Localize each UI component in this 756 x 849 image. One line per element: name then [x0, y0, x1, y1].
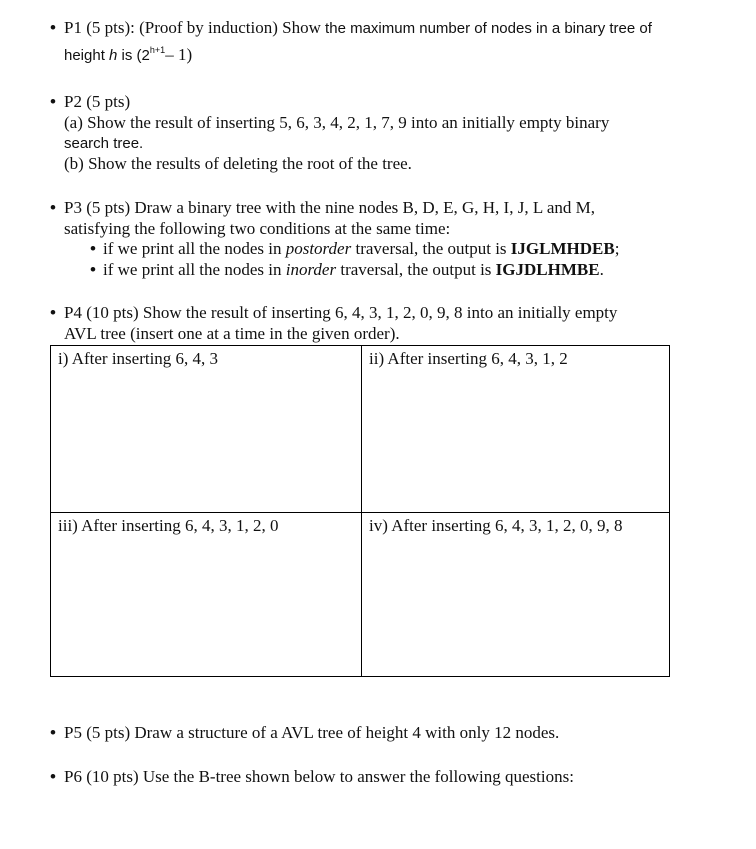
p3-cond2-pre: if we print all the nodes in [103, 260, 286, 279]
p5-bullet: • [50, 723, 56, 742]
p1-line2 [64, 45, 192, 66]
answer-cell-2-label: ii) After inserting 6, 4, 3, 1, 2 [369, 349, 568, 368]
p4-line1: P4 (10 pts) Show the result of inserting 6, 4, 3, 1, 2, 0, 9, 8 into an initially empty [64, 303, 618, 322]
p3-cond2-em: inorder [285, 260, 337, 279]
p6-bullet: • [50, 767, 56, 786]
answer-cell-2[interactable] [362, 346, 669, 512]
answer-cell-1[interactable] [51, 346, 361, 512]
answer-cell-4-label: iv) After inserting 6, 4, 3, 1, 2, 0, 9, 8 [369, 516, 623, 535]
p2-label: P2 (5 pts) [64, 92, 131, 111]
p3-cond1-bold: IJGLMHDEB [510, 239, 615, 258]
p3-cond2 [103, 260, 604, 280]
p2-b-line: (b) Show the results of deleting the root of the tree. [64, 154, 412, 173]
p3-line1: P3 (5 pts) Draw a binary tree with the nine nodes B, D, E, G, H, I, J, L and M, [64, 198, 595, 217]
p3-cond1-end: ; [614, 239, 620, 258]
p3-cond2-bold: IGJDLHMBE [495, 260, 600, 279]
p4-answer-grid [50, 345, 670, 677]
p1-bullet: • [50, 18, 56, 37]
answer-cell-3-label: iii) After inserting 6, 4, 3, 1, 2, 0 [58, 516, 279, 535]
p3-cond2-mid: traversal, the output is [336, 260, 496, 279]
p6-line: P6 (10 pts) Use the B-tree shown below to answer the following questions: [64, 767, 574, 786]
p4-bullet: • [50, 303, 56, 322]
p3-sub-bullet-2: • [90, 260, 96, 279]
p3-sub-bullet-1: • [90, 239, 96, 258]
p3-bullet: • [50, 198, 56, 217]
p2-bullet: • [50, 92, 56, 111]
p3-cond1-mid: traversal, the output is [351, 239, 511, 258]
p5-line: P5 (5 pts) Draw a structure of a AVL tree of height 4 with only 12 nodes. [64, 723, 560, 742]
answer-cell-1-label: i) After inserting 6, 4, 3 [58, 349, 219, 368]
p4-line2: AVL tree (insert one at a time in the given order). [64, 324, 400, 343]
p3-cond1-pre: if we print all the nodes in [103, 239, 286, 258]
p3-cond1 [103, 239, 619, 259]
p1-sup: h+1 [149, 45, 166, 55]
p1-line2-a: height [64, 47, 110, 64]
p1-text: the maximum number of nodes in a binary tree of [320, 20, 652, 37]
answer-cell-4[interactable] [362, 513, 669, 676]
p1-h: h [109, 47, 118, 64]
p3-cond1-em: postorder [285, 239, 352, 258]
p3-cond2-end: . [599, 260, 604, 279]
p1-line2-b: is (2 [117, 47, 150, 64]
p2-a-line2: search tree. [64, 135, 144, 152]
answer-cell-3[interactable] [51, 513, 361, 676]
p1-line2-c: – 1) [165, 45, 193, 64]
p2-a-line1: (a) Show the result of inserting 5, 6, 3, 4, 2, 1, 7, 9 into an initially empty binary [64, 113, 610, 132]
p1-line1 [64, 18, 652, 39]
p1-label: P1 (5 pts): (Proof by induction) Show [64, 18, 321, 37]
p3-line2: satisfying the following two conditions at the same time: [64, 219, 451, 238]
